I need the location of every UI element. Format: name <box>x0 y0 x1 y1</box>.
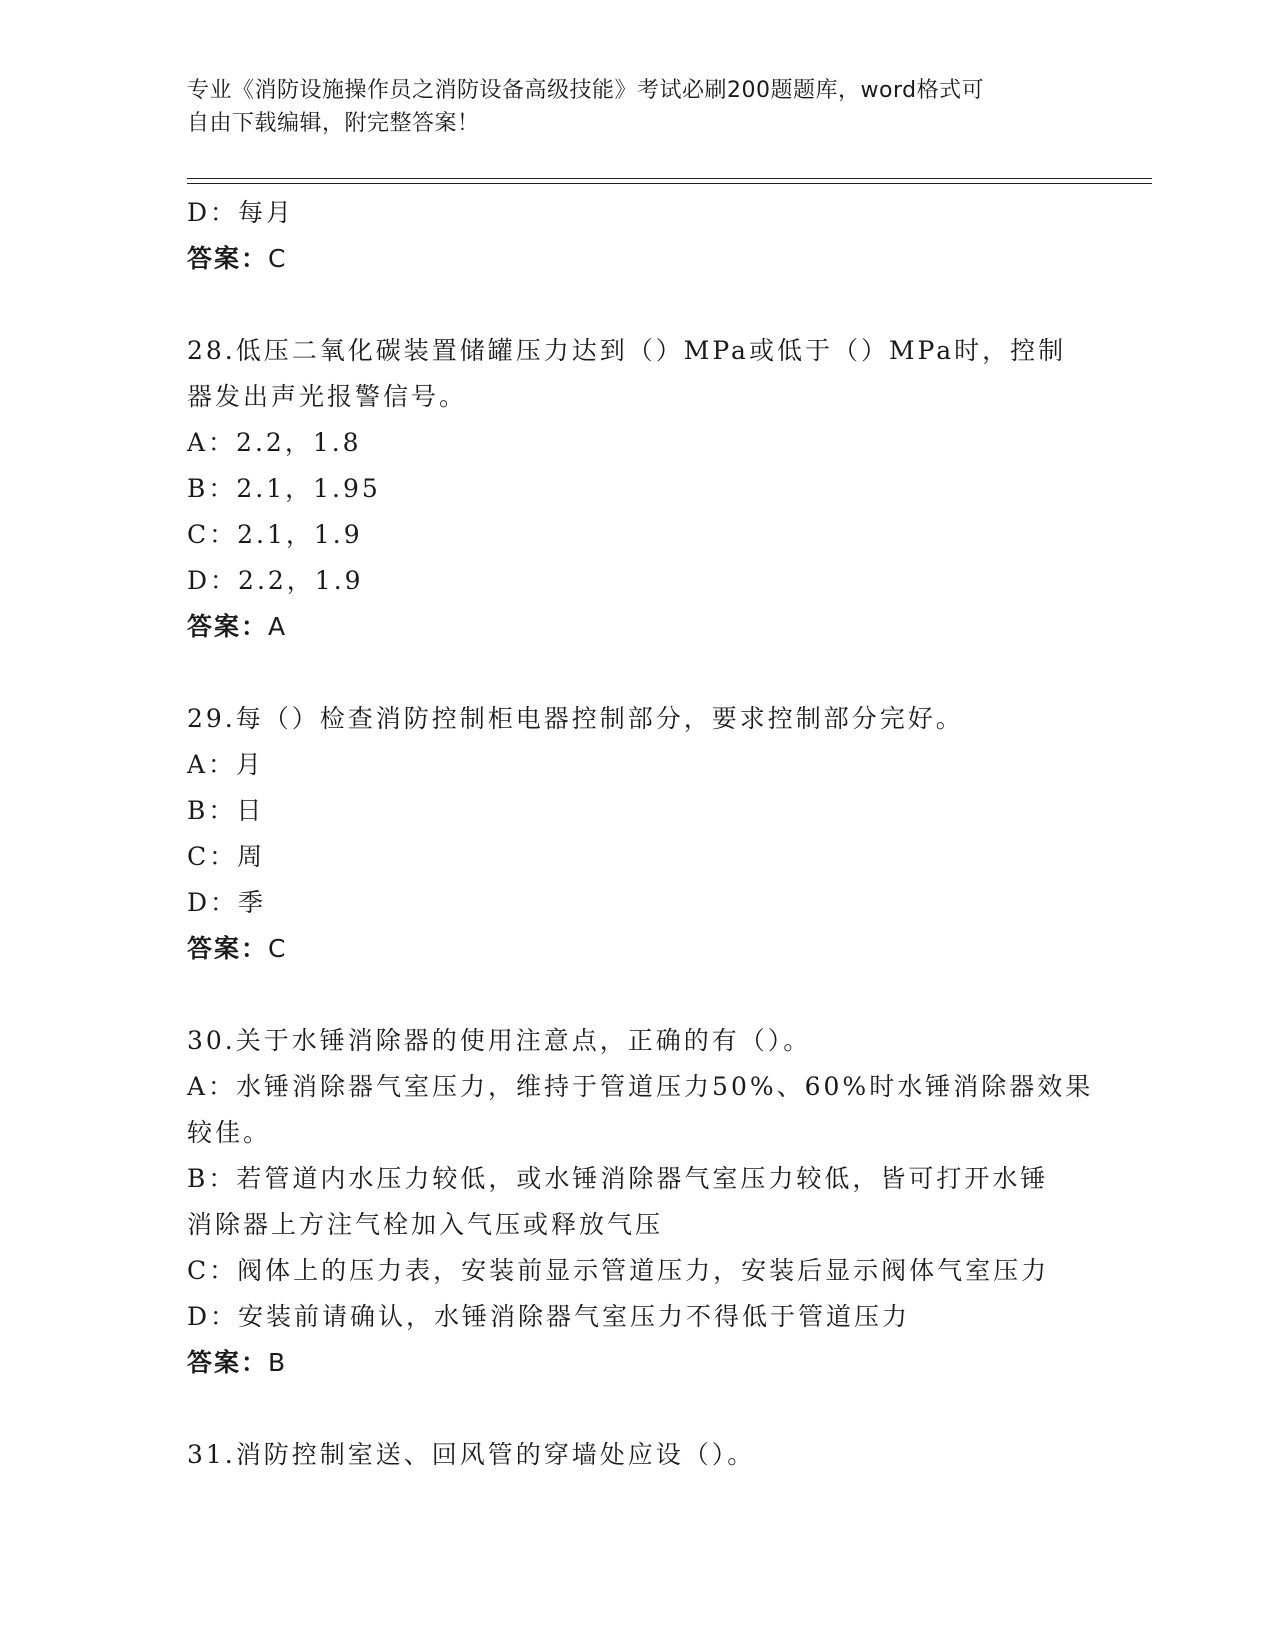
header-divider-bottom <box>187 183 1152 184</box>
question-stem: 31.消防控制室送、回风管的穿墙处应设（）。 <box>187 1440 756 1469</box>
answer-value: C <box>268 934 288 963</box>
header-line-2: 自由下载编辑，附完整答案！ <box>187 111 480 136</box>
option-c: C：阀体上的压力表，安装前显示管道压力，安装后显示阀体气室压力 <box>187 1256 1050 1285</box>
answer-value: A <box>268 612 288 641</box>
answer-label: 答案： <box>187 1348 269 1377</box>
option-a: A：月 <box>187 750 265 779</box>
option-d: D：安装前请确认，水锤消除器气室压力不得低于管道压力 <box>187 1302 911 1331</box>
answer-value: C <box>268 244 288 273</box>
answer-value: B <box>268 1348 288 1377</box>
answer-line <box>187 604 1087 650</box>
option-a: A：水锤消除器气室压力，维持于管道压力50%、60%时水锤消除器效果 <box>187 1072 1094 1101</box>
option-c: C：周 <box>187 842 266 871</box>
question-stem: 28.低压二氧化碳装置储罐压力达到（）MPa或低于（）MPa时，控制 <box>187 336 1067 365</box>
answer-label: 答案： <box>187 612 269 641</box>
question-list <box>187 190 1094 1478</box>
header-divider-top <box>187 178 1152 179</box>
option-b: B：若管道内水压力较低，或水锤消除器气室压力较低，皆可打开水锤 <box>187 1164 1049 1193</box>
option-d: D：2.2，1.9 <box>187 566 364 595</box>
option-d: D：每月 <box>187 198 295 227</box>
option-c: C：2.1，1.9 <box>187 520 363 549</box>
answer-line <box>187 926 1087 972</box>
option-d: D：季 <box>187 888 267 917</box>
question-stem-cont: 器发出声光报警信号。 <box>187 382 468 411</box>
answer-line <box>187 1340 1087 1386</box>
option-a-cont: 较佳。 <box>187 1118 272 1147</box>
question-stem: 29.每（）检查消防控制柜电器控制部分，要求控制部分完好。 <box>187 704 964 733</box>
option-b: B：日 <box>187 796 265 825</box>
option-b-cont: 消除器上方注气栓加入气压或释放气压 <box>187 1210 664 1239</box>
header-line-1: 专业《消防设施操作员之消防设备高级技能》考试必刷200题题库，word格式可 <box>187 78 985 103</box>
option-a: A：2.2，1.8 <box>187 428 362 457</box>
answer-label: 答案： <box>187 934 269 963</box>
option-b: B：2.1，1.95 <box>187 474 381 503</box>
answer-label: 答案： <box>187 244 269 273</box>
answer-line <box>187 236 1087 282</box>
document-header <box>187 74 1067 140</box>
question-stem: 30.关于水锤消除器的使用注意点，正确的有（）。 <box>187 1026 812 1055</box>
